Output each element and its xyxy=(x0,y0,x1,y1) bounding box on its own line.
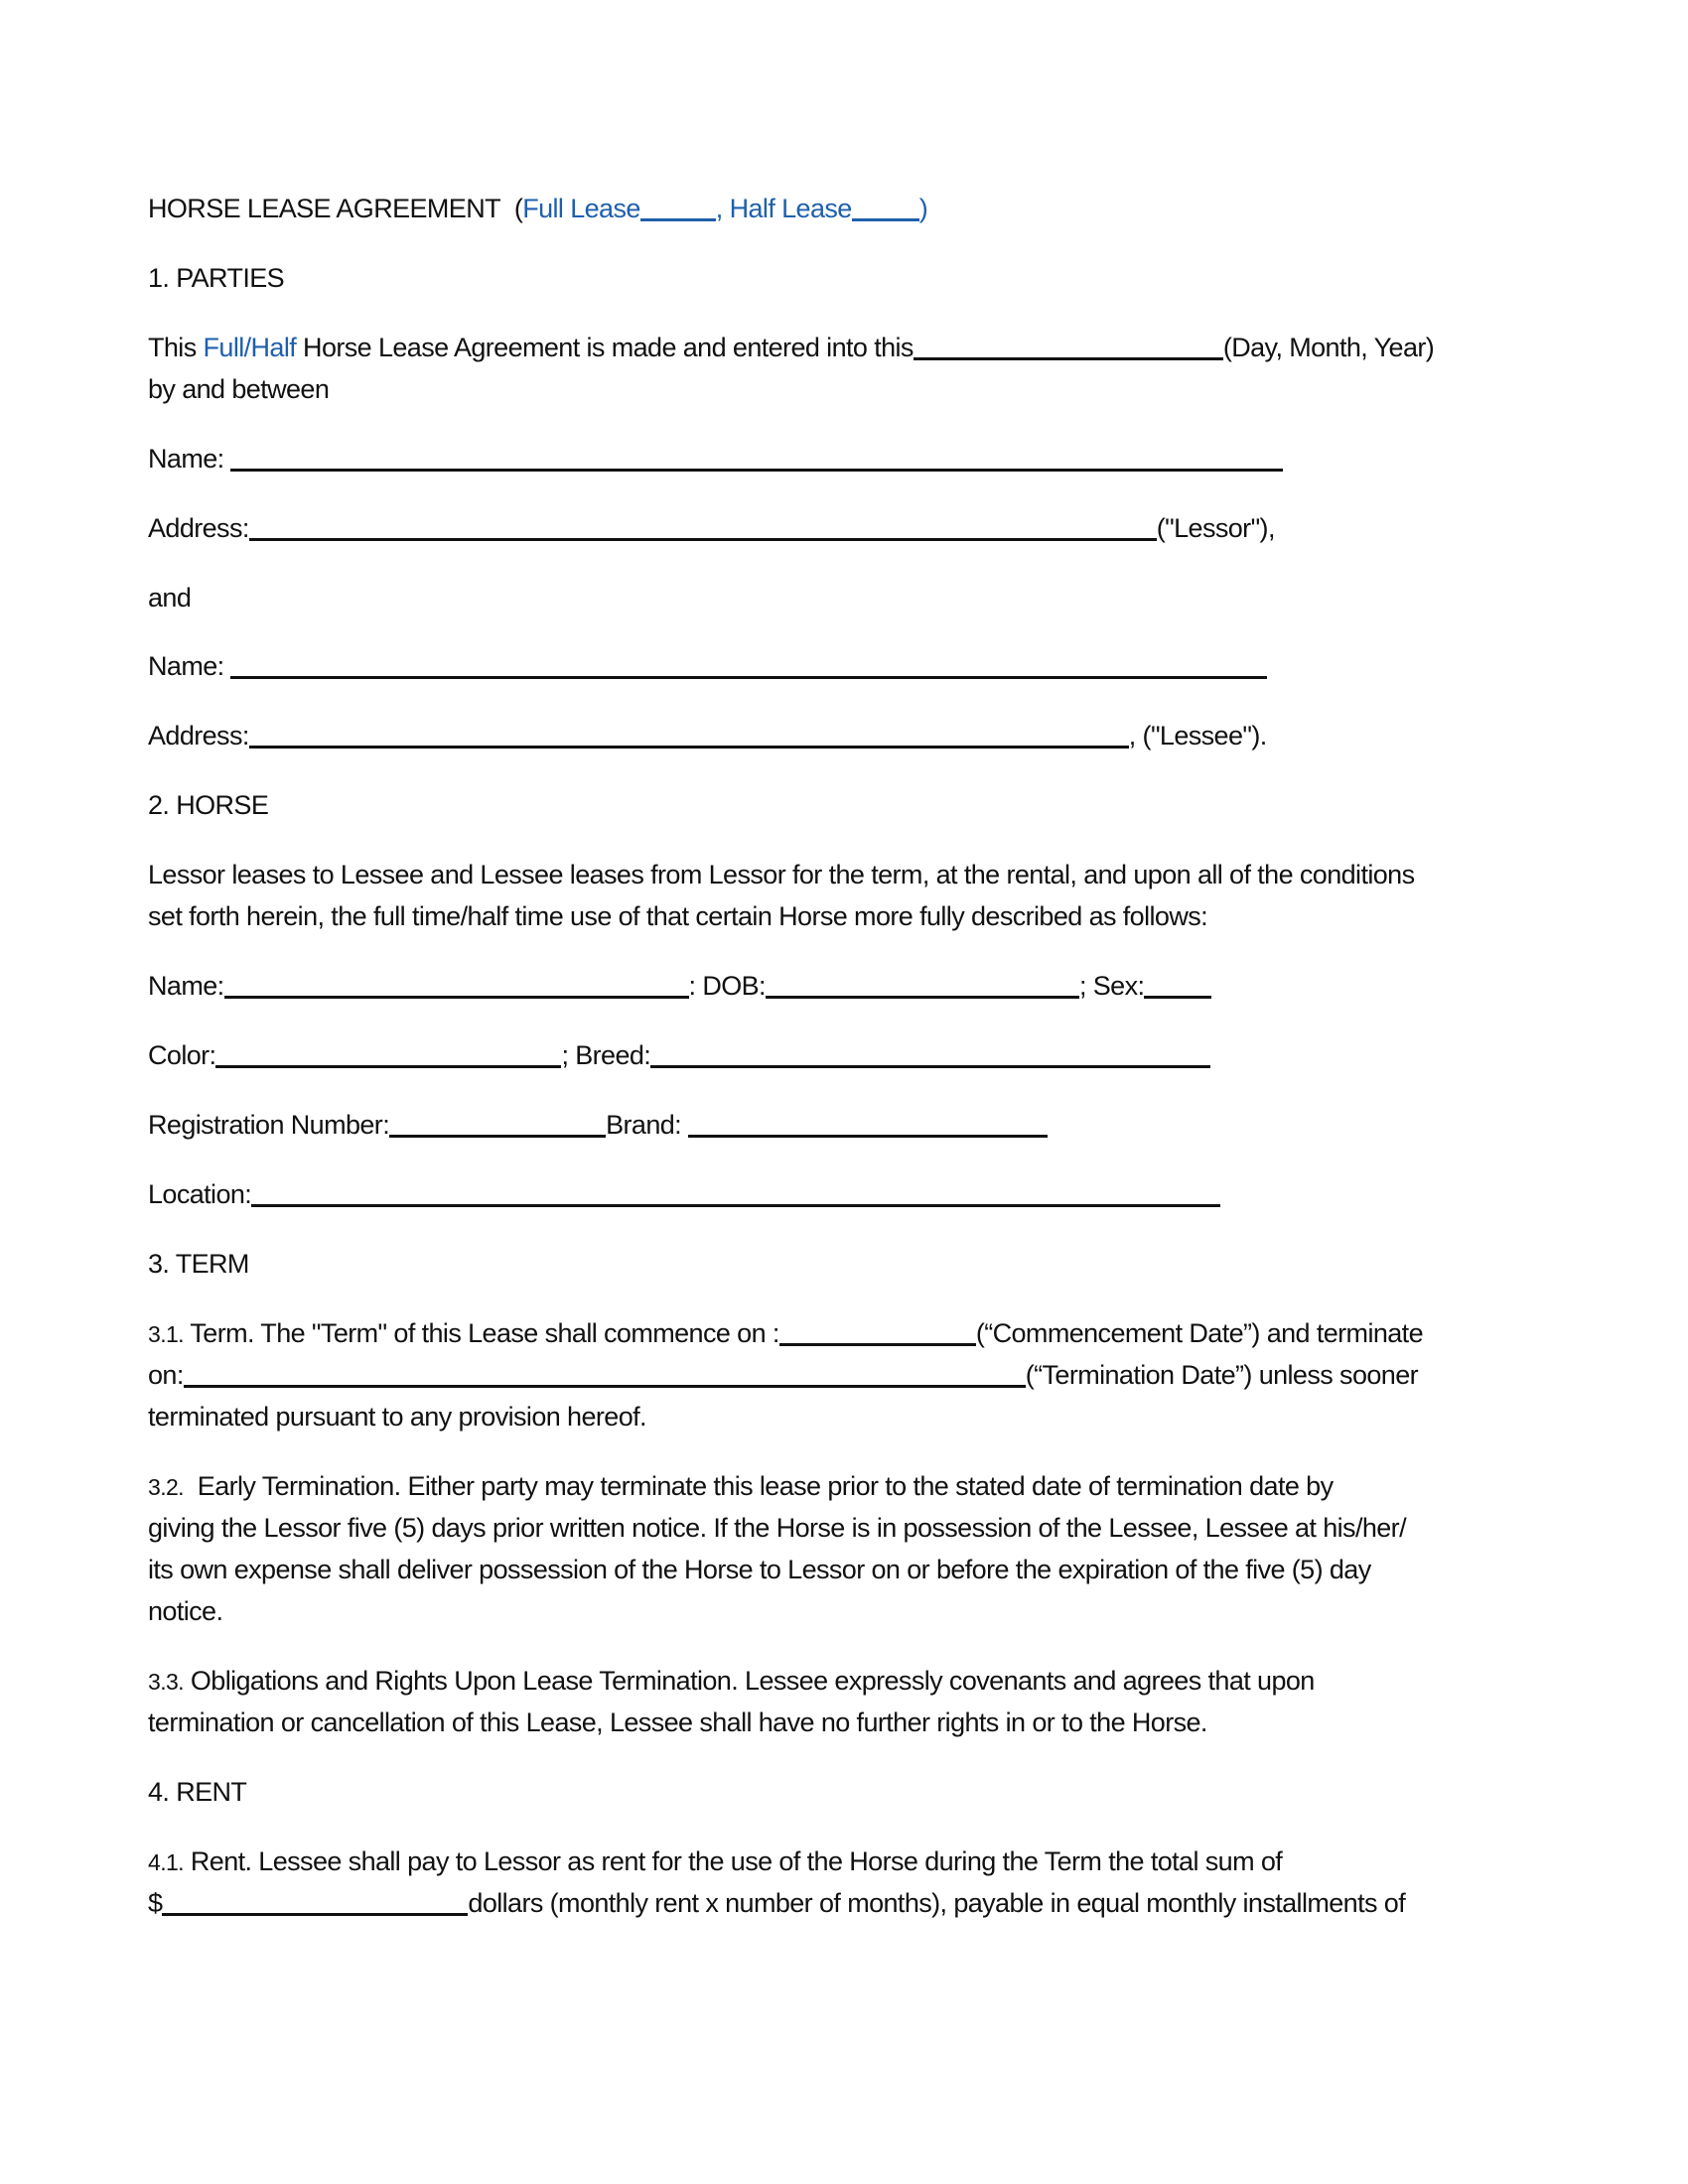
clause-number-3-3: 3.3. xyxy=(148,1669,184,1695)
agreement-date-field[interactable] xyxy=(914,332,1223,360)
parties-intro-line2: by and between xyxy=(148,374,330,404)
horse-dob-label: : DOB: xyxy=(688,971,766,1001)
brand-label: Brand: xyxy=(606,1110,682,1140)
horse-breed-field[interactable] xyxy=(650,1039,1210,1068)
clause-number-3-2: 3.2. xyxy=(148,1474,184,1500)
term-3-1-text-a: Term. The "Term" of this Lease shall commence on : xyxy=(190,1318,779,1348)
title-text: HORSE LEASE AGREEMENT xyxy=(148,194,500,223)
lessor-address-field[interactable] xyxy=(249,512,1157,541)
horse-breed-label: ; Breed: xyxy=(561,1040,651,1070)
full-lease-label: Full Lease xyxy=(522,194,640,223)
intro-full-half: Full/Half xyxy=(203,333,297,362)
horse-registration-brand-row xyxy=(148,1107,1048,1143)
term-3-1-text-c: (“Termination Date”) unless sooner xyxy=(1025,1360,1419,1390)
horse-sex-label: ; Sex: xyxy=(1078,971,1145,1001)
term-3-2-line3: its own expense shall deliver possession of the Horse to Lessor on or before the expiration of the five (5) day xyxy=(148,1555,1371,1584)
horse-color-field[interactable] xyxy=(215,1039,561,1068)
term-3-1-text-b: (“Commencement Date”) and terminate xyxy=(975,1318,1423,1348)
dollar-sign: $ xyxy=(148,1888,163,1918)
term-3-3-line2: termination or cancellation of this Lease, Lessee shall have no further rights in or to the Horse. xyxy=(148,1707,1207,1737)
rent-4-1-line2 xyxy=(148,1885,1405,1921)
horse-color-breed-row xyxy=(148,1037,1210,1073)
rent-4-1-line1 xyxy=(148,1843,1282,1880)
horse-dob-field[interactable] xyxy=(766,970,1079,999)
document-title xyxy=(148,191,927,226)
lessee-name-row xyxy=(148,648,1267,684)
horse-color-label: Color: xyxy=(148,1040,216,1070)
horse-name-field[interactable] xyxy=(224,970,689,999)
section-heading-parties: 1. PARTIES xyxy=(148,263,285,293)
lessee-address-label: Address: xyxy=(148,721,249,751)
horse-para-line1: Lessor leases to Lessee and Lessee leases from Lessor for the term, at the rental, and upon all of the conditions xyxy=(148,860,1415,889)
term-3-2-line4: notice. xyxy=(148,1596,223,1626)
lessor-address-row xyxy=(148,510,1275,546)
term-3-1-line3: terminated pursuant to any provision hereof. xyxy=(148,1402,646,1432)
term-3-2-line2: giving the Lessor five (5) days prior written notice. If the Horse is in possession of the Lessee, Lessee at his/her/ xyxy=(148,1513,1406,1543)
term-3-1-line1 xyxy=(148,1315,1423,1352)
horse-para-line2: set forth herein, the full time/half time use of that certain Horse more fully described as follows: xyxy=(148,901,1208,931)
term-3-3-line1 xyxy=(148,1663,1315,1700)
half-lease-field[interactable] xyxy=(852,193,919,221)
rent-4-1-text-2: dollars (monthly rent x number of months), payable in equal monthly installments of xyxy=(468,1888,1406,1918)
lessee-name-field[interactable] xyxy=(230,650,1267,679)
half-lease-label: Half Lease xyxy=(729,194,852,223)
brand-field[interactable] xyxy=(688,1109,1048,1138)
title-separator: , xyxy=(715,194,730,223)
location-field[interactable] xyxy=(251,1178,1220,1207)
commencement-date-field[interactable] xyxy=(779,1317,976,1346)
term-3-2-text-1: Early Termination. Either party may terminate this lease prior to the stated date of termination date by xyxy=(197,1471,1334,1501)
lessee-address-row xyxy=(148,718,1267,753)
horse-sex-field[interactable] xyxy=(1144,970,1211,999)
lessee-suffix: , ("Lessee"). xyxy=(1128,721,1267,751)
section-heading-rent: 4. RENT xyxy=(148,1777,247,1807)
clause-number-4-1: 4.1. xyxy=(148,1849,184,1875)
intro-rest: Horse Lease Agreement is made and entered into this xyxy=(303,333,914,362)
termination-date-field[interactable] xyxy=(184,1359,1026,1388)
horse-name-label: Name: xyxy=(148,971,224,1001)
registration-number-label: Registration Number: xyxy=(148,1110,390,1140)
lessor-name-row xyxy=(148,441,1283,477)
and-text: and xyxy=(148,583,192,613)
intro-this: This xyxy=(148,333,197,362)
horse-location-row xyxy=(148,1176,1220,1212)
section-heading-horse: 2. HORSE xyxy=(148,790,269,820)
full-lease-field[interactable] xyxy=(640,193,716,221)
lessee-address-field[interactable] xyxy=(249,720,1129,749)
date-format-hint: (Day, Month, Year) xyxy=(1222,333,1435,362)
horse-name-dob-sex-row xyxy=(148,968,1211,1004)
section-heading-term: 3. TERM xyxy=(148,1249,249,1279)
clause-number-3-1: 3.1. xyxy=(148,1321,184,1347)
registration-number-field[interactable] xyxy=(389,1109,606,1138)
lessor-name-label: Name: xyxy=(148,444,224,474)
term-3-2-line1 xyxy=(148,1468,1333,1505)
total-rent-field[interactable] xyxy=(162,1887,468,1916)
lessor-address-label: Address: xyxy=(148,513,249,543)
parties-intro-line xyxy=(148,330,1434,365)
term-3-3-text-1: Obligations and Rights Upon Lease Termination. Lessee expressly covenants and agrees that upon xyxy=(190,1666,1315,1696)
lessor-name-field[interactable] xyxy=(230,443,1283,472)
lessor-suffix: ("Lessor"), xyxy=(1156,513,1275,543)
title-open-paren: ( xyxy=(513,194,523,223)
rent-4-1-text-1: Rent. Lessee shall pay to Lessor as rent for the use of the Horse during the Term the total sum of xyxy=(190,1846,1283,1876)
lessee-name-label: Name: xyxy=(148,651,224,681)
location-label: Location: xyxy=(148,1179,252,1209)
term-3-1-on: on: xyxy=(148,1360,184,1390)
title-close-paren: ) xyxy=(918,194,928,223)
term-3-1-line2 xyxy=(148,1357,1418,1393)
